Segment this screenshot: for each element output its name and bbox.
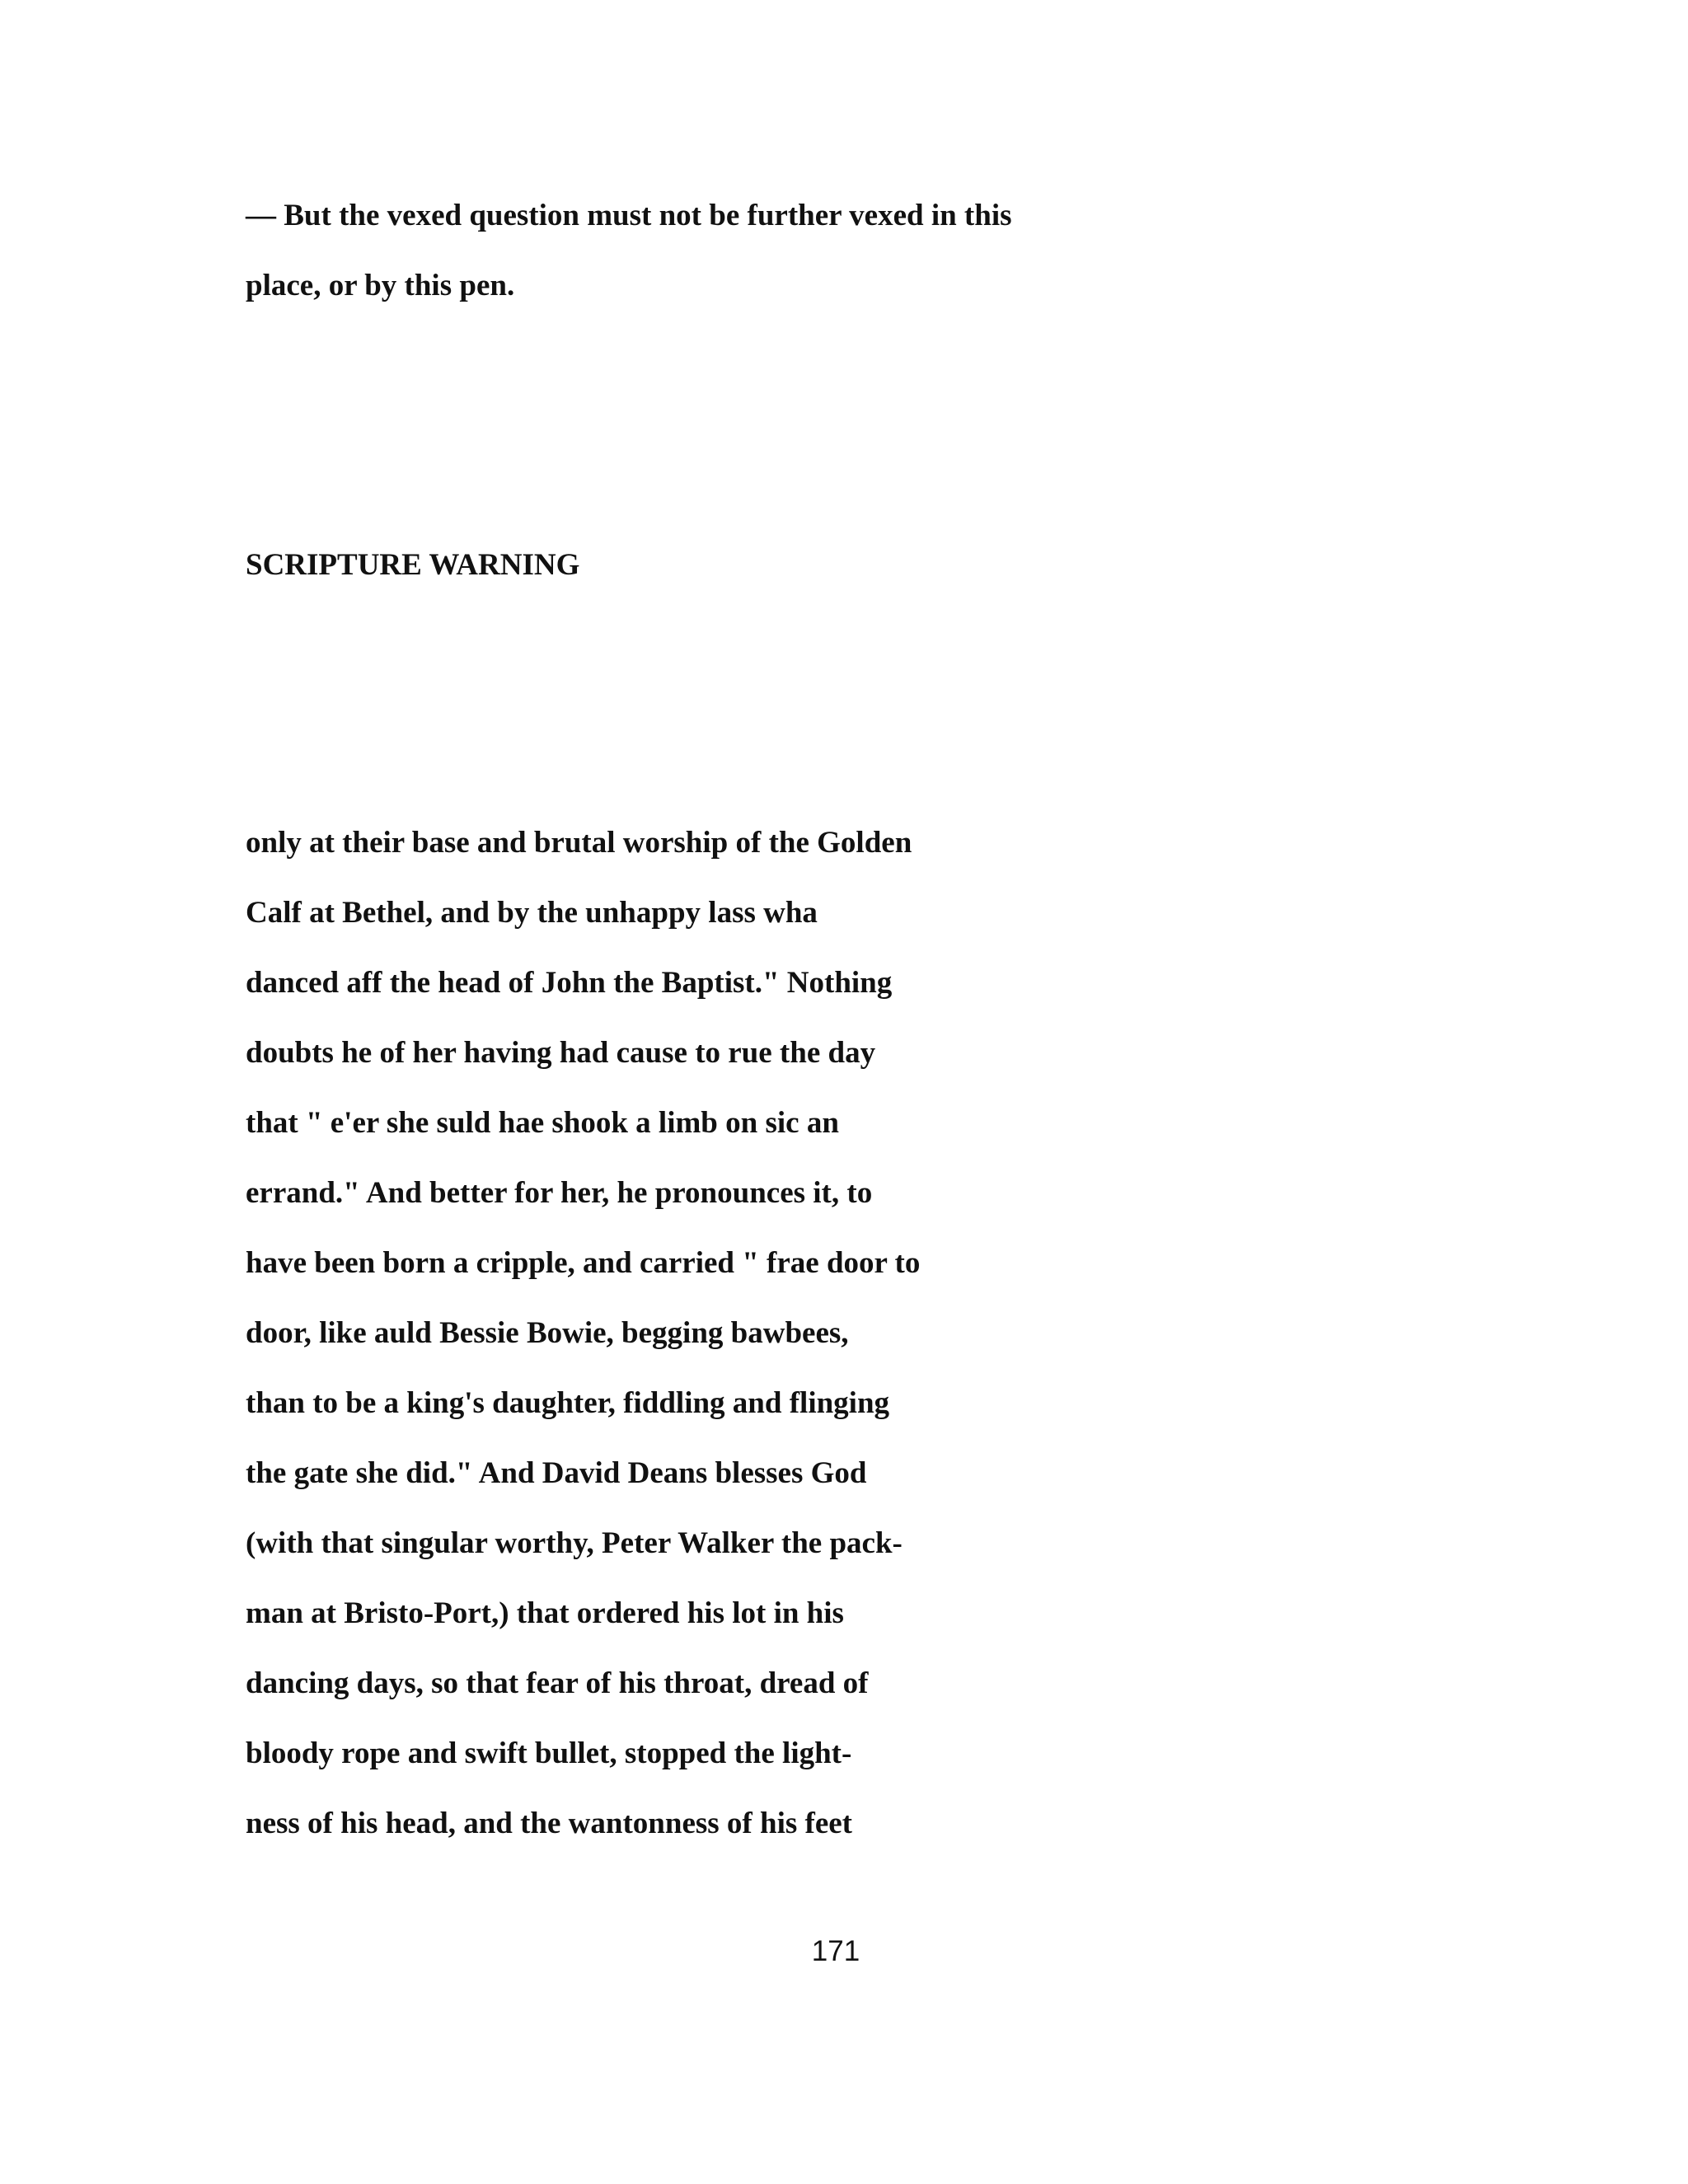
body-line-7: have been born a cripple, and carried " frae door to: [246, 1246, 921, 1280]
body-line-4: doubts he of her having had cause to rue the day: [246, 1036, 876, 1070]
intro-line-1: — But the vexed question must not be further vexed in this: [246, 199, 1012, 232]
page-number: 171: [811, 1935, 860, 1967]
body-line-10: the gate she did." And David Deans blesses God: [246, 1456, 867, 1490]
intro-line-2: place, or by this pen.: [246, 269, 515, 302]
body-line-8: door, like auld Bessie Bowie, begging bawbees,: [246, 1316, 849, 1350]
body-line-11: (with that singular worthy, Peter Walker the pack-: [246, 1526, 903, 1560]
body-line-13: dancing days, so that fear of his throat, dread of: [246, 1666, 869, 1700]
body-line-14: bloody rope and swift bullet, stopped the light-: [246, 1736, 852, 1770]
body-line-5: that " e'er she suld hae shook a limb on sic an: [246, 1106, 839, 1140]
body-line-1: only at their base and brutal worship of the Golden: [246, 826, 912, 860]
body-line-2: Calf at Bethel, and by the unhappy lass wha: [246, 896, 818, 930]
body-line-12: man at Bristo-Port,) that ordered his lot in his: [246, 1596, 844, 1630]
body-line-3: danced aff the head of John the Baptist." Nothing: [246, 966, 893, 1000]
section-heading: SCRIPTURE WARNING: [246, 548, 580, 582]
body-line-9: than to be a king's daughter, fiddling and flinging: [246, 1386, 890, 1420]
body-line-15: ness of his head, and the wantonness of his feet: [246, 1807, 852, 1840]
body-line-6: errand." And better for her, he pronounces it, to: [246, 1176, 873, 1210]
